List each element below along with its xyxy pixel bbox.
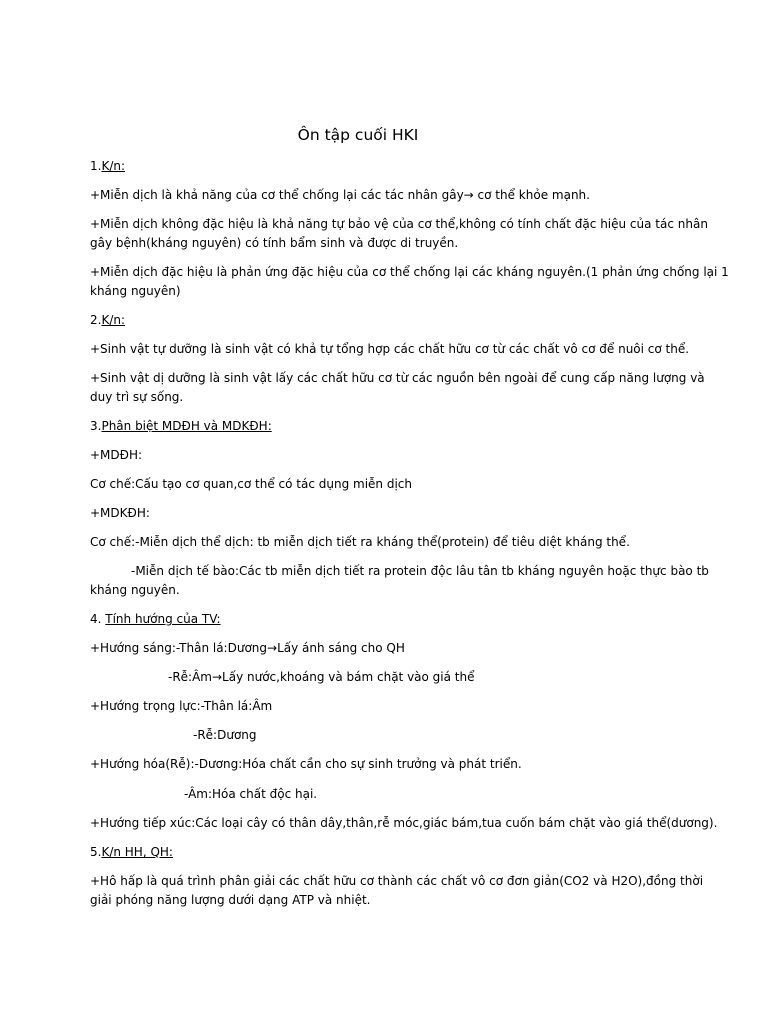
section-heading-text: K/n HH, QH: <box>101 845 173 859</box>
paragraph: +Miễn dịch là khả năng của cơ thể chống lại các tác nhân gây→ cơ thể khỏe mạnh. <box>90 188 590 202</box>
document-title: Ôn tập cuối HKI <box>297 126 419 144</box>
section-heading-text: Tính hướng của TV: <box>105 612 221 626</box>
section-number: 5. <box>90 845 102 859</box>
section-5-heading <box>90 843 173 862</box>
subheading-mdkdh: +MDKĐH: <box>90 506 150 520</box>
paragraph: -Rễ:Âm→Lấy nước,khoáng và bám chặt vào giá thể <box>168 670 475 684</box>
paragraph-line: gây bệnh(kháng nguyên) có tính bẩm sinh và được di truyền. <box>90 236 459 250</box>
paragraph-line: +Miễn dịch không đặc hiệu là khả năng tự bảo vệ của cơ thể,không có tính chất đặc hiệu của tác nhân <box>90 217 708 231</box>
section-heading-text: K/n: <box>101 313 126 327</box>
paragraph-line: kháng nguyên. <box>90 583 180 597</box>
section-3-heading <box>90 417 272 436</box>
paragraph: Cơ chế:-Miễn dịch thể dịch: tb miễn dịch tiết ra kháng thể(protein) để tiêu diệt kháng thể. <box>90 535 630 549</box>
paragraph: -Rễ:Dương <box>193 728 257 742</box>
paragraph-line: +Miễn dịch đặc hiệu là phản ứng đặc hiệu của cơ thể chống lại các kháng nguyên.(1 phản ứng chống lại 1 <box>90 265 729 279</box>
paragraph-line: -Miễn dịch tế bào:Các tb miễn dịch tiết ra protein độc lâu tân tb kháng nguyên hoặc thực bào tb <box>131 564 709 578</box>
section-number: 2. <box>90 313 102 327</box>
section-4-heading <box>90 610 221 629</box>
paragraph-line: duy trì sự sống. <box>90 390 184 404</box>
section-heading-text: Phân biệt MDĐH và MDKĐH: <box>101 419 272 433</box>
paragraph: +Hướng sáng:-Thân lá:Dương→Lấy ánh sáng cho QH <box>90 641 405 655</box>
section-number: 4. <box>90 612 106 626</box>
subheading-mddh: +MDĐH: <box>90 448 143 462</box>
section-number: 1. <box>90 159 102 173</box>
paragraph-line: +Sinh vật dị dưỡng là sinh vật lấy các chất hữu cơ từ các nguồn bên ngoài để cung cấp năng lượng và <box>90 371 705 385</box>
paragraph: +Hướng hóa(Rễ):-Dương:Hóa chất cần cho sự sinh trưởng và phát triển. <box>90 757 522 771</box>
paragraph: +Hướng tiếp xúc:Các loại cây có thân dây,thân,rễ móc,giác bám,tua cuốn bám chặt vào giá thể(dương). <box>90 816 718 830</box>
paragraph: Cơ chế:Cấu tạo cơ quan,cơ thể có tác dụng miễn dịch <box>90 477 413 491</box>
paragraph: +Sinh vật tự dưỡng là sinh vật có khả tự tổng hợp các chất hữu cơ từ các chất vô cơ để nuôi cơ thể. <box>90 342 690 356</box>
paragraph-line: +Hô hấp là quá trình phân giải các chất hữu cơ thành các chất vô cơ đơn giản(CO2 và H2O),đồng thời <box>90 874 704 888</box>
section-heading-text: K/n: <box>101 159 126 173</box>
section-1-heading <box>90 157 125 176</box>
paragraph-line: giải phóng năng lượng dưới dạng ATP và nhiệt. <box>90 893 371 907</box>
section-2-heading <box>90 311 125 330</box>
section-number: 3. <box>90 419 102 433</box>
paragraph: -Âm:Hóa chất độc hại. <box>184 787 318 801</box>
paragraph: +Hướng trọng lực:-Thân lá:Âm <box>90 699 273 713</box>
paragraph-line: kháng nguyên) <box>90 284 181 298</box>
